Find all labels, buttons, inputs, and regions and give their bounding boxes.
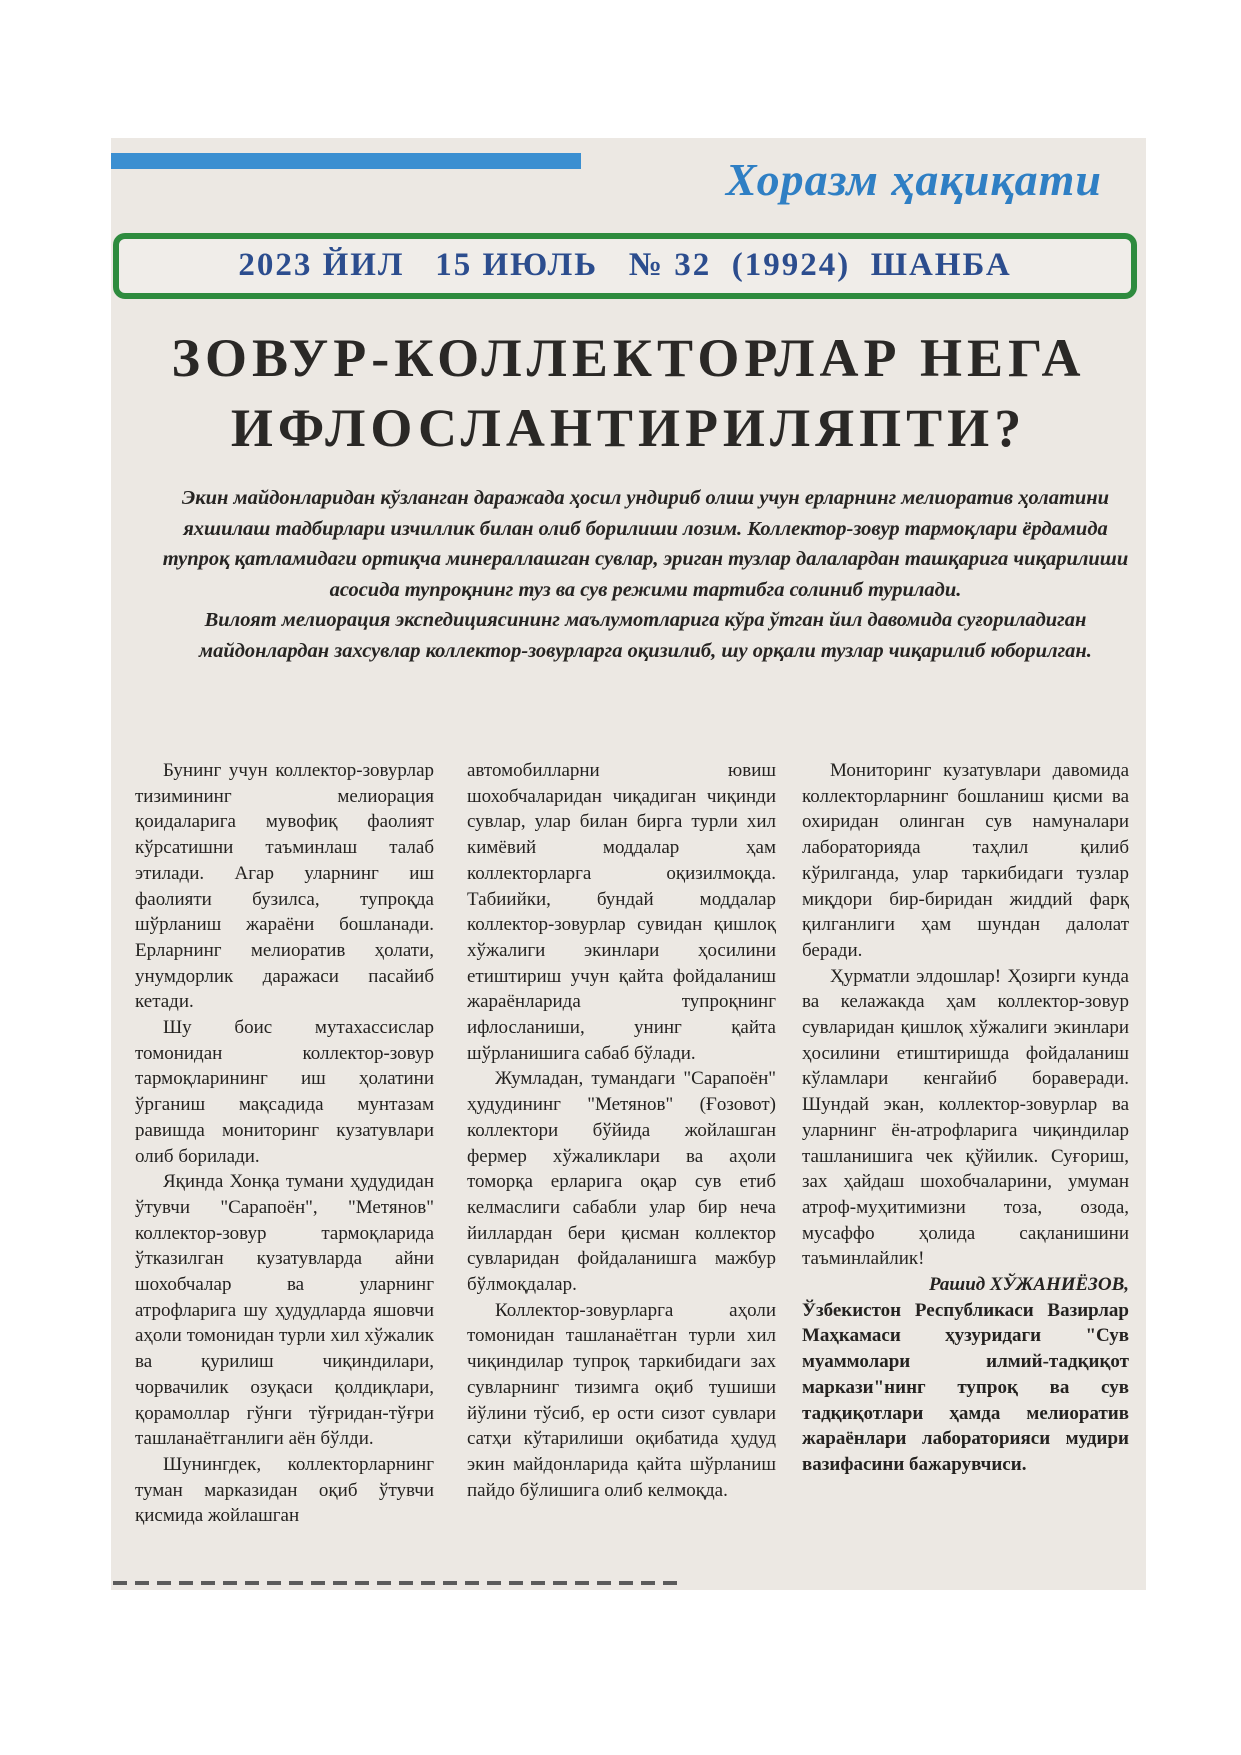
bottom-dashed-rule bbox=[113, 1581, 683, 1585]
article-headline bbox=[111, 323, 1146, 463]
body-paragraph: Яқинда Хонқа тумани ҳудудидан ўтувчи "Сарапоён", "Метянов" коллектор-зовур тармоқларида ўтказилган кузатувларда айни шохобчалар ва уларнинг атрофларига шу ҳудудларда яшовчи аҳоли томонидан турли хил хўжалик ва қурилиш чиқиндилари, чорвачилик озуқаси қолдиқлари, қорамоллар гўнги тўғридан-тўғри ташланаётганлиги аён бўлди. bbox=[135, 1171, 434, 1450]
body-paragraph: Ҳурматли элдошлар! Ҳозирги кунда ва келажакда ҳам коллектор-зовур сувларидан қишлоқ хўжалиги экинлари ҳосилини етиштиришда фойдаланиш кўламлари кенгайиб бораверади. Шундай экан, коллектор-зовурлар ва уларнинг ён-атрофларига чиқиндилар ташланишига чек қўйилик. Суғориш, зах ҳайдаш шохобчаларини, умуман атроф-муҳитимизни тоза, озода, мусаффо ҳолида сақланишини таъминлайлик! bbox=[802, 965, 1129, 1270]
issue-date-box bbox=[113, 233, 1137, 299]
author-title: Ўзбекистон Республикаси Вазирлар Маҳкамаси ҳузуридаги "Сув муаммолари илмий-тадқиқот маркази"нинг тупроқ ва сув тадқиқотлари ҳамда мелиоратив жараёнлари лабораторияси мудири вазифасини бажарувчиси. bbox=[802, 1299, 1129, 1475]
body-column-3 bbox=[802, 758, 1129, 1478]
article-lead bbox=[155, 483, 1136, 666]
headline-line-2: ИФЛОСЛАНТИРИЛЯПТИ? bbox=[230, 398, 1027, 458]
body-paragraph: Бунинг учун коллектор-зовурлар тизимининг мелиорация қоидаларига мувофиқ фаолият кўрсатишни таъминлаш талаб этилади. Агар уларнинг иш фаолияти бузилса, тупроқда шўрланиш жараёни бошланади. Ерларнинг мелиоратив ҳолати, унумдорлик даражаси пасайиб кетади. bbox=[135, 760, 434, 1013]
headline-line-1: ЗОВУР-КОЛЛЕКТОРЛАР НЕГА bbox=[171, 328, 1086, 388]
body-paragraph: автомобилларни ювиш шохобчаларидан чиқадиган чиқинди сувлар, улар билан бирга турли хил кимёвий моддалар ҳам коллекторларга оқизилмоқда. Табиийки, бундай моддалар коллектор-зовурлар сувидан қишлоқ хўжалиги экинлари ҳосилини етиштириш учун қайта фойдаланиш жараёнларида тупроқнинг ифлосланиши, унинг қайта шўрланишига сабаб бўлади. bbox=[467, 760, 776, 1064]
body-paragraph: Мониторинг кузатувлари давомида коллекторларнинг бошланиш қисми ва охиридан олинган сув намуналари лабораторияда таҳлил қилиб кўрилганда, улар таркибидаги тузлар миқдори бир-биридан жиддий фарқ қилганлиги ҳам шундан далолат беради. bbox=[802, 760, 1129, 961]
body-paragraph: Коллектор-зовурларга аҳоли томонидан ташланаётган турли хил чиқиндилар тупроқ таркибидаги зах сувларнинг тизимга оқиб тушиши йўлини тўсиб, ер ости сизот сувлари сатҳи кўтарилиши оқибатида ҳудуд экин майдонларида қайта шўрланиш пайдо бўлишига олиб келмоқда. bbox=[467, 1299, 776, 1501]
header-blue-bar bbox=[111, 153, 581, 169]
body-paragraph: Шу боис мутахассислар томонидан коллектор-зовур тармоқларининг иш ҳолатини ўрганиш мақсадида мунтазам равишда мониторинг кузатувлари олиб борилади. bbox=[135, 1017, 434, 1167]
newspaper-masthead: Хоразм ҳақиқати bbox=[725, 154, 1102, 205]
body-paragraph: Шунингдек, коллекторларнинг туман марказидан оқиб ўтувчи қисмида жойлашган bbox=[135, 1453, 434, 1527]
article-body bbox=[135, 758, 1128, 1558]
body-column-1 bbox=[135, 758, 434, 1529]
author-signature bbox=[802, 1272, 1129, 1478]
issue-date-line: 2023 ЙИЛ 15 ИЮЛЬ № 32 (19924) ШАНБА bbox=[238, 247, 1012, 283]
body-column-2 bbox=[467, 758, 776, 1503]
newspaper-clipping bbox=[111, 138, 1146, 1590]
body-paragraph: Жумладан, тумандаги "Сарапоён" ҳудудининг "Метянов" (Ғозовот) коллектори бўйида жойлашган фермер хўжаликлари ва аҳоли томорқа ерларига оқар сув етиб келмаслиги сабабли улар бир неча йиллардан бери қисман коллектор сувларидан фойдаланишга мажбур бўлмоқдалар. bbox=[467, 1068, 776, 1296]
author-name: Рашид ХЎЖАНИЁЗОВ, bbox=[928, 1274, 1129, 1296]
lead-paragraph-1: Экин майдонларидан кўзланган даражада ҳосил ундириб олиш учун ерларнинг мелиоратив ҳолатини яхшилаш тадбирлари изчиллик билан олиб борилиши лозим. Коллектор-зовур тармоқлари ёрдамида тупроқ қатламидаги ортиқча минераллашган сувлар, эриган тузлар далалардан ташқарига чиқарилиши асосида тупроқнинг туз ва сув режими тартибга солиниб турилади. bbox=[162, 487, 1129, 601]
lead-paragraph-2: Вилоят мелиорация экспедициясининг маълумотларига кўра ўтган йил давомида суғориладиган майдонлардан захсувлар коллектор-зовурларга оқизилиб, шу орқали тузлар чиқарилиб юборилган. bbox=[199, 609, 1092, 662]
